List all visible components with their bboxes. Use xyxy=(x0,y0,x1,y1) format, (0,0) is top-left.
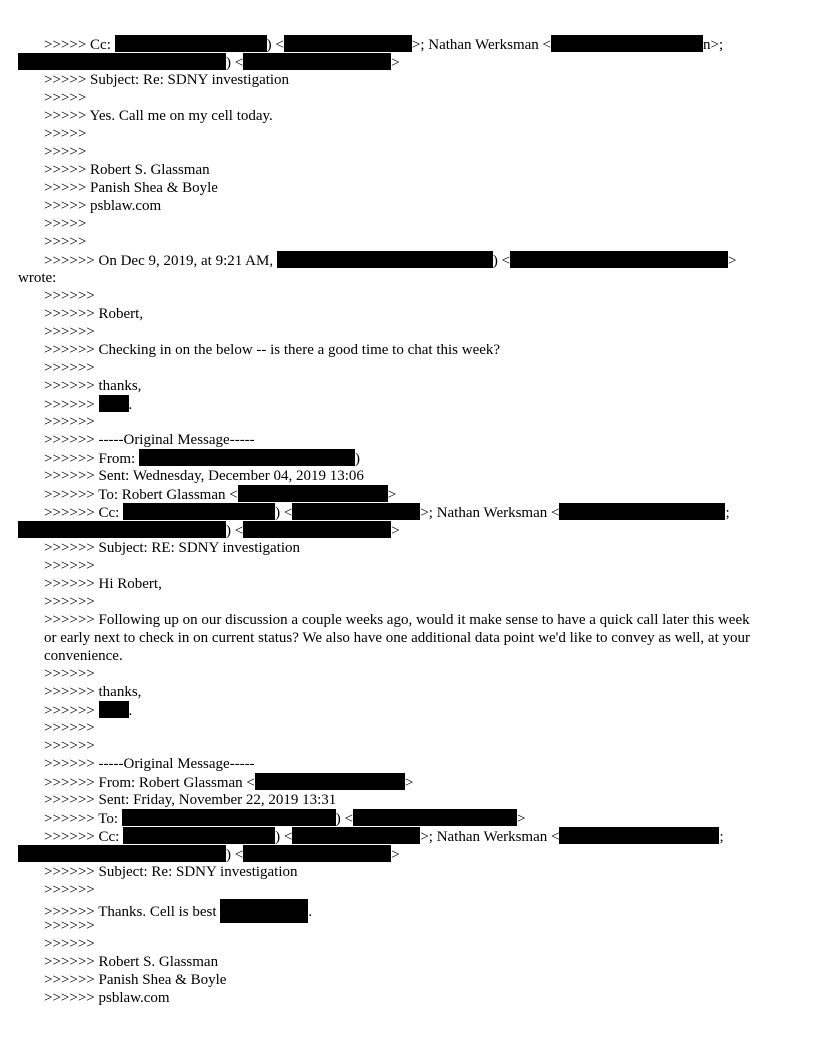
cc-line: >>>>>> Cc: ) < >; Nathan Werksman < ; xyxy=(44,829,724,845)
sender-initials: >>>>>> . xyxy=(44,703,133,719)
signature-site: >>>>> psblaw.com xyxy=(44,198,162,214)
redaction xyxy=(18,845,226,862)
body-line: >>>>> Yes. Call me on my cell today. xyxy=(44,108,273,124)
from-line: >>>>>> From: Robert Glassman < > xyxy=(44,775,414,791)
body-line: >>>>>> Thanks. Cell is best . xyxy=(0,899,816,917)
redaction xyxy=(122,809,336,826)
cc-line: >>>>> Cc: ) < >; Nathan Werksman < n>; xyxy=(44,37,724,53)
quote-line: >>>>>> xyxy=(44,288,95,304)
redaction xyxy=(284,35,412,52)
quote-line: >>>>>> xyxy=(44,360,95,376)
redaction xyxy=(559,827,719,844)
redaction xyxy=(559,503,725,520)
redaction xyxy=(277,251,493,268)
quote-line: >>>>> xyxy=(44,126,87,142)
redaction xyxy=(123,503,275,520)
redaction xyxy=(243,845,391,862)
signature-name: >>>>> Robert S. Glassman xyxy=(44,162,210,178)
signature-firm: >>>>> Panish Shea & Boyle xyxy=(44,180,218,196)
quote-line: >>>>>> xyxy=(44,324,95,340)
quote-line: >>>>>> xyxy=(44,558,95,574)
sent-line: >>>>>> Sent: Friday, November 22, 2019 13:31 xyxy=(44,792,337,808)
sign-off: >>>>>> thanks, xyxy=(44,684,142,700)
redaction xyxy=(123,827,275,844)
quote-line: >>>>>> xyxy=(44,738,95,754)
redaction xyxy=(292,503,420,520)
redaction xyxy=(139,449,355,466)
cc-line: >>>>>> Cc: ) < >; Nathan Werksman < ; xyxy=(44,505,730,521)
redaction xyxy=(18,521,226,538)
quote-line: >>>>> xyxy=(44,144,87,160)
sent-line: >>>>>> Sent: Wednesday, December 04, 2019 13:06 xyxy=(44,468,364,484)
redaction xyxy=(99,701,129,718)
redaction xyxy=(243,521,391,538)
signature-site: >>>>>> psblaw.com xyxy=(44,990,170,1006)
quote-line: >>>>>> xyxy=(44,720,95,736)
quote-line: >>>>>> xyxy=(44,666,95,682)
body-line: >>>>>> Checking in on the below -- is there a good time to chat this week? xyxy=(44,342,501,358)
quote-line: >>>>>> xyxy=(44,936,95,952)
quote-line: >>>>>> xyxy=(44,882,95,898)
redaction xyxy=(99,395,129,412)
quote-line: >>>>>> xyxy=(44,414,95,430)
greeting: >>>>>> Robert, xyxy=(44,306,144,322)
redaction xyxy=(243,53,391,70)
redaction xyxy=(115,35,267,52)
quote-line: >>>>> xyxy=(44,234,87,250)
redaction xyxy=(353,809,517,826)
cc-line-continued: ) < > xyxy=(0,845,816,863)
subject-line: >>>>>> Subject: RE: SDNY investigation xyxy=(44,540,301,556)
to-line: >>>>>> To: ) < > xyxy=(44,811,526,827)
to-line: >>>>>> To: Robert Glassman < > xyxy=(44,487,397,503)
redaction xyxy=(292,827,420,844)
quote-line: >>>>>> xyxy=(44,594,95,610)
original-message-divider: >>>>>> -----Original Message----- xyxy=(44,432,255,448)
original-message-divider: >>>>>> -----Original Message----- xyxy=(44,756,255,772)
signature-firm: >>>>>> Panish Shea & Boyle xyxy=(44,972,227,988)
redaction xyxy=(510,251,728,268)
cc-line-continued: ) < > xyxy=(0,53,816,71)
quote-line: >>>>>> xyxy=(44,918,95,934)
reply-header-continued: wrote: xyxy=(18,270,57,286)
cc-line-continued: ) < > xyxy=(0,521,816,539)
from-line: >>>>>> From: ) xyxy=(44,451,360,467)
subject-line: >>>>> Subject: Re: SDNY investigation xyxy=(44,72,290,88)
reply-header: >>>>>> On Dec 9, 2019, at 9:21 AM, ) < > xyxy=(44,253,737,269)
sender-initials: >>>>>> . xyxy=(44,397,133,413)
quote-line: >>>>> xyxy=(44,90,87,106)
redaction xyxy=(18,53,226,70)
redaction xyxy=(551,35,703,52)
greeting: >>>>>> Hi Robert, xyxy=(44,576,162,592)
redaction xyxy=(255,773,405,790)
sign-off: >>>>>> thanks, xyxy=(44,378,142,394)
subject-line: >>>>>> Subject: Re: SDNY investigation xyxy=(44,864,298,880)
quote-line: >>>>> xyxy=(44,216,87,232)
email-thread xyxy=(0,35,816,1007)
signature-name: >>>>>> Robert S. Glassman xyxy=(44,954,219,970)
body-paragraph: >>>>>> Following up on our discussion a couple weeks ago, would it make sense to have a quick call later this week or early next to check in on current status? We also have one additional data point we'd like to convey as well, at your convenience. xyxy=(44,612,750,664)
redaction xyxy=(238,485,388,502)
